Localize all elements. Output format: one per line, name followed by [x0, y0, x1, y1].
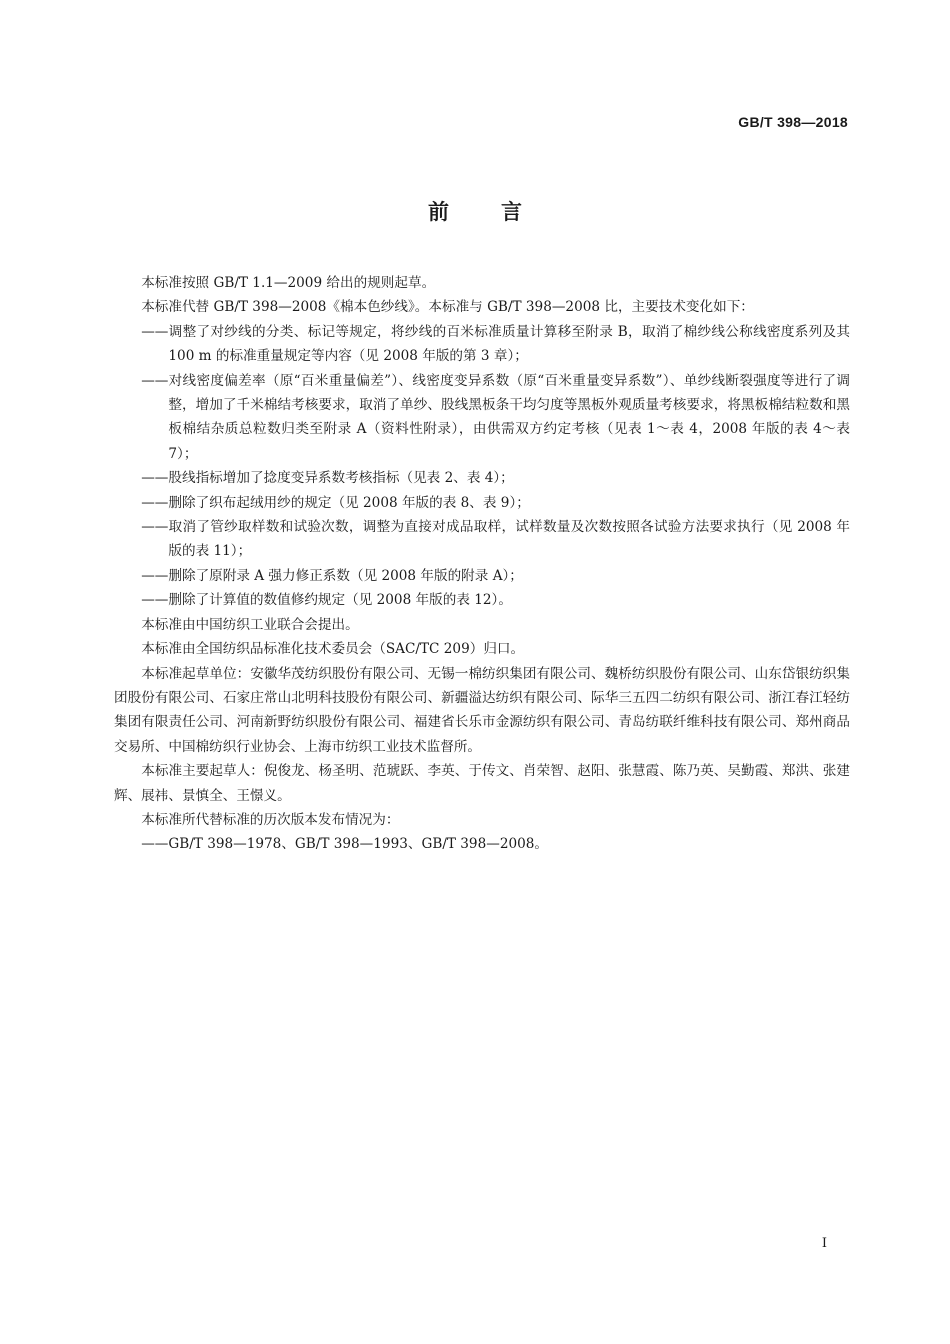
- history-list: ——GB/T 398—1978、GB/T 398—1993、GB/T 398—2008。: [141, 836, 549, 853]
- page-title: 前言: [428, 200, 574, 224]
- change-item: ——对线密度偏差率（原“百米重量偏差”）、线密度变异系数（原“百米重量变异系数”）、单纱线断裂强度等进行了调整，增加了千米棉结考核要求，取消了单纱、股线黑板条干均匀度等黑板外观质量考核要求，将黑板棉结粒数和黑板棉结杂质总粒数归类至附录 A（资料性附录），由供需双方约定考核（见表 1～表 4，2008 年版的表 4～表 7）；: [141, 372, 850, 462]
- change-item: ——删除了原附录 A 强力修正系数（见 2008 年版的附录 A）；: [141, 567, 523, 584]
- foreword-body: [114, 271, 850, 857]
- replacement-paragraph: 本标准代替 GB/T 398—2008《棉本色纱线》。本标准与 GB/T 398—2008 比，主要技术变化如下：: [141, 299, 754, 316]
- change-item: ——取消了管纱取样数和试验次数，调整为直接对成品取样，试样数量及次数按照各试验方法要求执行（见 2008 年版的表 11）；: [141, 519, 850, 560]
- committee-paragraph: 本标准由全国纺织品标准化技术委员会（SAC/TC 209）归口。: [141, 641, 525, 658]
- drafting-rule-paragraph: 本标准按照 GB/T 1.1—2009 给出的规则起草。: [141, 275, 436, 291]
- change-item: ——调整了对纱线的分类、标记等规定，将纱线的百米标准质量计算移至附录 B，取消了棉纱线公称线密度系列及其 100 m 的标准重量规定等内容（见 2008 年版的第 3 章）；: [141, 323, 850, 365]
- drafting-units-paragraph: 本标准起草单位：安徽华茂纺织股份有限公司、无锡一棉纺织集团有限公司、魏桥纺织股份有限公司、山东岱银纺织集团股份有限公司、石家庄常山北明科技股份有限公司、新疆溢达纺织有限公司、际华三五四二纺织有限公司、浙江春江轻纺集团有限责任公司、河南新野纺织股份有限公司、福建省长乐市金源纺织有限公司、青岛纺联纤维科技有限公司、郑州商品交易所、中国棉纺织行业协会、上海市纺织工业技术监督所。: [114, 665, 850, 755]
- proposer-paragraph: 本标准由中国纺织工业联合会提出。: [141, 616, 359, 633]
- change-item: ——删除了计算值的数值修约规定（见 2008 年版的表 12）。: [141, 592, 512, 609]
- change-item: ——股线指标增加了捻度变异系数考核指标（见表 2、表 4）；: [141, 470, 514, 487]
- page-number: I: [821, 1236, 827, 1251]
- change-item: ——删除了织布起绒用纱的规定（见 2008 年版的表 8、表 9）；: [141, 494, 530, 511]
- history-intro-paragraph: 本标准所代替标准的历次版本发布情况为：: [141, 811, 400, 828]
- drafters-paragraph: 本标准主要起草人：倪俊龙、杨圣明、范琥跃、李英、于传文、肖荣智、赵阳、张慧霞、陈乃英、吴勤霞、郑洪、张建辉、展祎、景慎全、王憬义。: [114, 763, 850, 804]
- standard-number: GB/T 398—2018: [738, 114, 848, 130]
